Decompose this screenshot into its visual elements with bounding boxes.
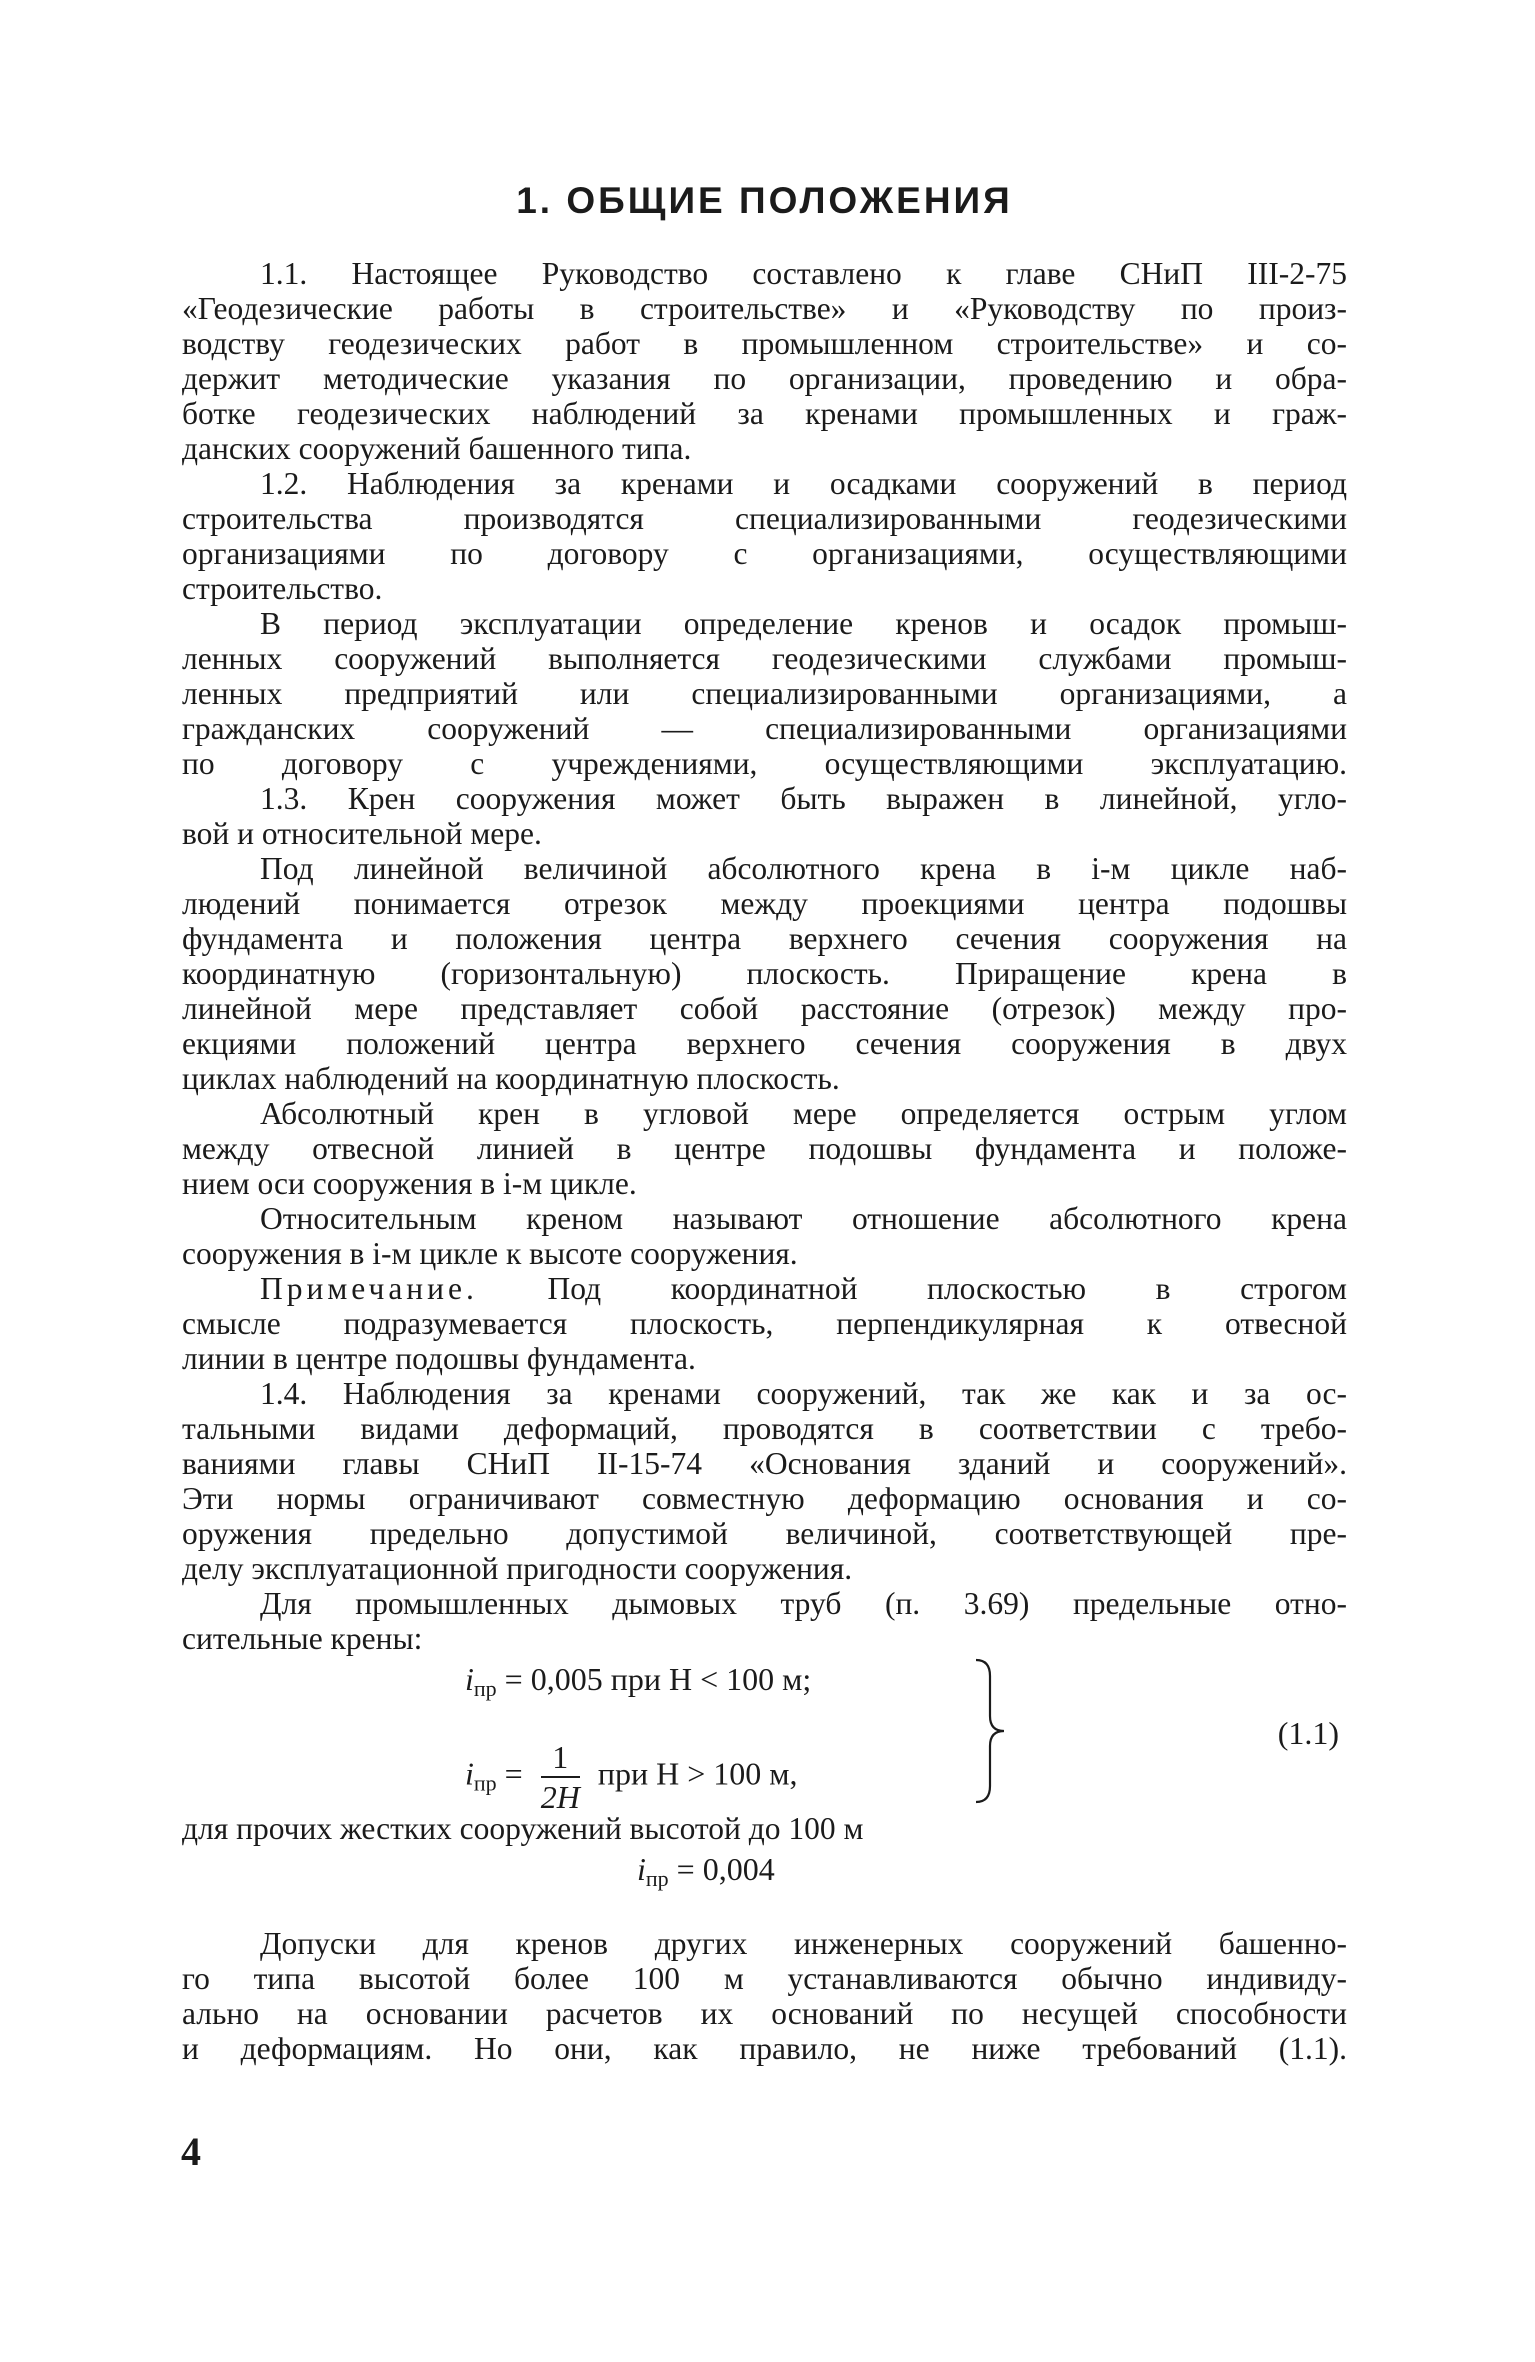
text-line: оружения предельно допустимой величиной, соответствующей пре- [182,1516,1347,1551]
text-line: 1.2. Наблюдения за кренами и осадками сооружений в период [260,466,1347,501]
page-number: 4 [181,2129,201,2174]
text-line: линейной мере представляет собой расстояние (отрезок) между про- [182,991,1347,1026]
formula-text: при H > 100 м, [597,1755,798,1792]
text-line: Относительным креном называют отношение абсолютного крена [260,1201,1347,1236]
fraction-denominator: 2H [540,1779,580,1815]
text-line: координатную (горизонтальную) плоскость. Приращение крена в [182,956,1347,991]
text-line: организациями по договору с организациями, осуществляющими [182,536,1347,571]
paragraph-angular-tilt [182,1096,1347,1201]
text-line: и деформациям. Но они, как правило, не ниже требований (1.1). [182,2031,1347,2066]
equation-number: (1.1) [1277,1715,1339,1751]
text-line: Эти нормы ограничивают совместную деформацию основания и со- [182,1481,1347,1516]
text-line: циклах наблюдений на координатную плоскость. [182,1061,840,1096]
paragraph-chimneys [182,1586,1347,1656]
text-line: фундамента и положения центра верхнего сечения сооружения на [182,921,1347,956]
paragraph-operation [182,606,1347,781]
text-line: Под линейной величиной абсолютного крена в i-м цикле наб- [260,851,1347,886]
text-line: 1.1. Настоящее Руководство составлено к главе СНиП III-2-75 [260,256,1347,291]
formula-text: = 0,005 при H < 100 м; [504,1661,812,1697]
formula-sub: пр [473,1676,497,1701]
paragraph-linear-tilt [182,851,1347,1096]
text-line: вой и относительной мере. [182,816,542,851]
text-line: сооружения в i-м цикле к высоте сооружения. [182,1236,798,1271]
fraction [541,1738,580,1816]
formula-text: = 0,004 [676,1851,775,1887]
text-line: сительные крены: [182,1621,423,1656]
text-line: Абсолютный крен в угловой мере определяется острым углом [260,1096,1347,1131]
fraction-numerator: 1 [541,1738,580,1778]
text-line: го типа высотой более 100 м устанавливаются обычно индивиду- [182,1961,1347,1996]
paragraph-relative-tilt [182,1201,1347,1271]
paragraph-1-1 [182,256,1347,466]
text-line: строительство. [182,571,383,606]
formula-var: i [637,1851,646,1887]
text-line: ваниями главы СНиП II-15-74 «Основания зданий и сооружений». [182,1446,1347,1481]
text-line: 1.4. Наблюдения за кренами сооружений, так же как и за ос- [260,1376,1347,1411]
formula-sub: пр [645,1866,669,1891]
note-label: Примечание. [260,1271,478,1306]
formula-line [637,1852,775,1896]
text-line: водству геодезических работ в промышленном строительстве» и со- [182,326,1347,361]
text-line [182,1271,1347,1306]
text-line: держит методические указания по организации, проведению и обра- [182,361,1347,396]
document-page [182,0,1347,2362]
text-line: гражданских сооружений — специализированными организациями [182,711,1347,746]
paragraph-1-2 [182,466,1347,606]
text-line: делу эксплуатационной пригодности сооружения. [182,1551,853,1586]
formula-var: i [465,1755,474,1792]
note [182,1271,1347,1376]
text-line: 1.3. Крен сооружения может быть выражен в линейной, угло- [260,781,1347,816]
text-line: данских сооружений башенного типа. [182,431,692,466]
text-line: В период эксплуатации определение кренов и осадок промыш- [260,606,1347,641]
text-line: ленных предприятий или специализированными организациями, а [182,676,1347,711]
text-line: нием оси сооружения в i-м цикле. [182,1166,637,1201]
section-heading: 1. ОБЩИЕ ПОЛОЖЕНИЯ [516,180,1013,221]
text-line: тальными видами деформаций, проводятся в соответствии с требо- [182,1411,1347,1446]
text-line: смысле подразумевается плоскость, перпендикулярная к отвесной [182,1306,1347,1341]
document-body [182,256,1347,2066]
paragraph-tolerances [182,1926,1347,2066]
paragraph-1-3 [182,781,1347,851]
text-line: «Геодезические работы в строительстве» и «Руководству по произ- [182,291,1347,326]
text-line: людений понимается отрезок между проекциями центра подошвы [182,886,1347,921]
formula-eq: = [504,1755,523,1792]
text-line: для прочих жестких сооружений высотой до 100 м [182,1811,864,1846]
formula-2 [182,1846,1347,1926]
text-line: линии в центре подошвы фундамента. [182,1341,696,1376]
text-line: Для промышленных дымовых труб (п. 3.69) предельные отно- [260,1586,1347,1621]
right-brace-icon [972,1656,1008,1806]
paragraph-1-4 [182,1376,1347,1586]
text-line: строительства производятся специализированными геодезическими [182,501,1347,536]
formula-line-2 [465,1738,797,1816]
text-line: между отвесной линией в центре подошвы фундамента и положе- [182,1131,1347,1166]
formula-sub: пр [473,1770,497,1796]
formula-1-1 [182,1656,1347,1815]
formula-var: i [465,1661,474,1697]
text-line: ально на основании расчетов их оснований по несущей способности [182,1996,1347,2031]
text-line: по договору с учреждениями, осуществляющими эксплуатацию. [182,746,1347,781]
formula-line-1 [465,1662,811,1706]
text-line: екциями положений центра верхнего сечения сооружения в двух [182,1026,1347,1061]
text-line: ленных сооружений выполняется геодезическими службами промыш- [182,641,1347,676]
note-text: Под координатной плоскостью в строгом [477,1271,1347,1306]
text-line: ботке геодезических наблюдений за кренами промышленных и граж- [182,396,1347,431]
text-line: Допуски для кренов других инженерных сооружений башенно- [260,1926,1347,1961]
